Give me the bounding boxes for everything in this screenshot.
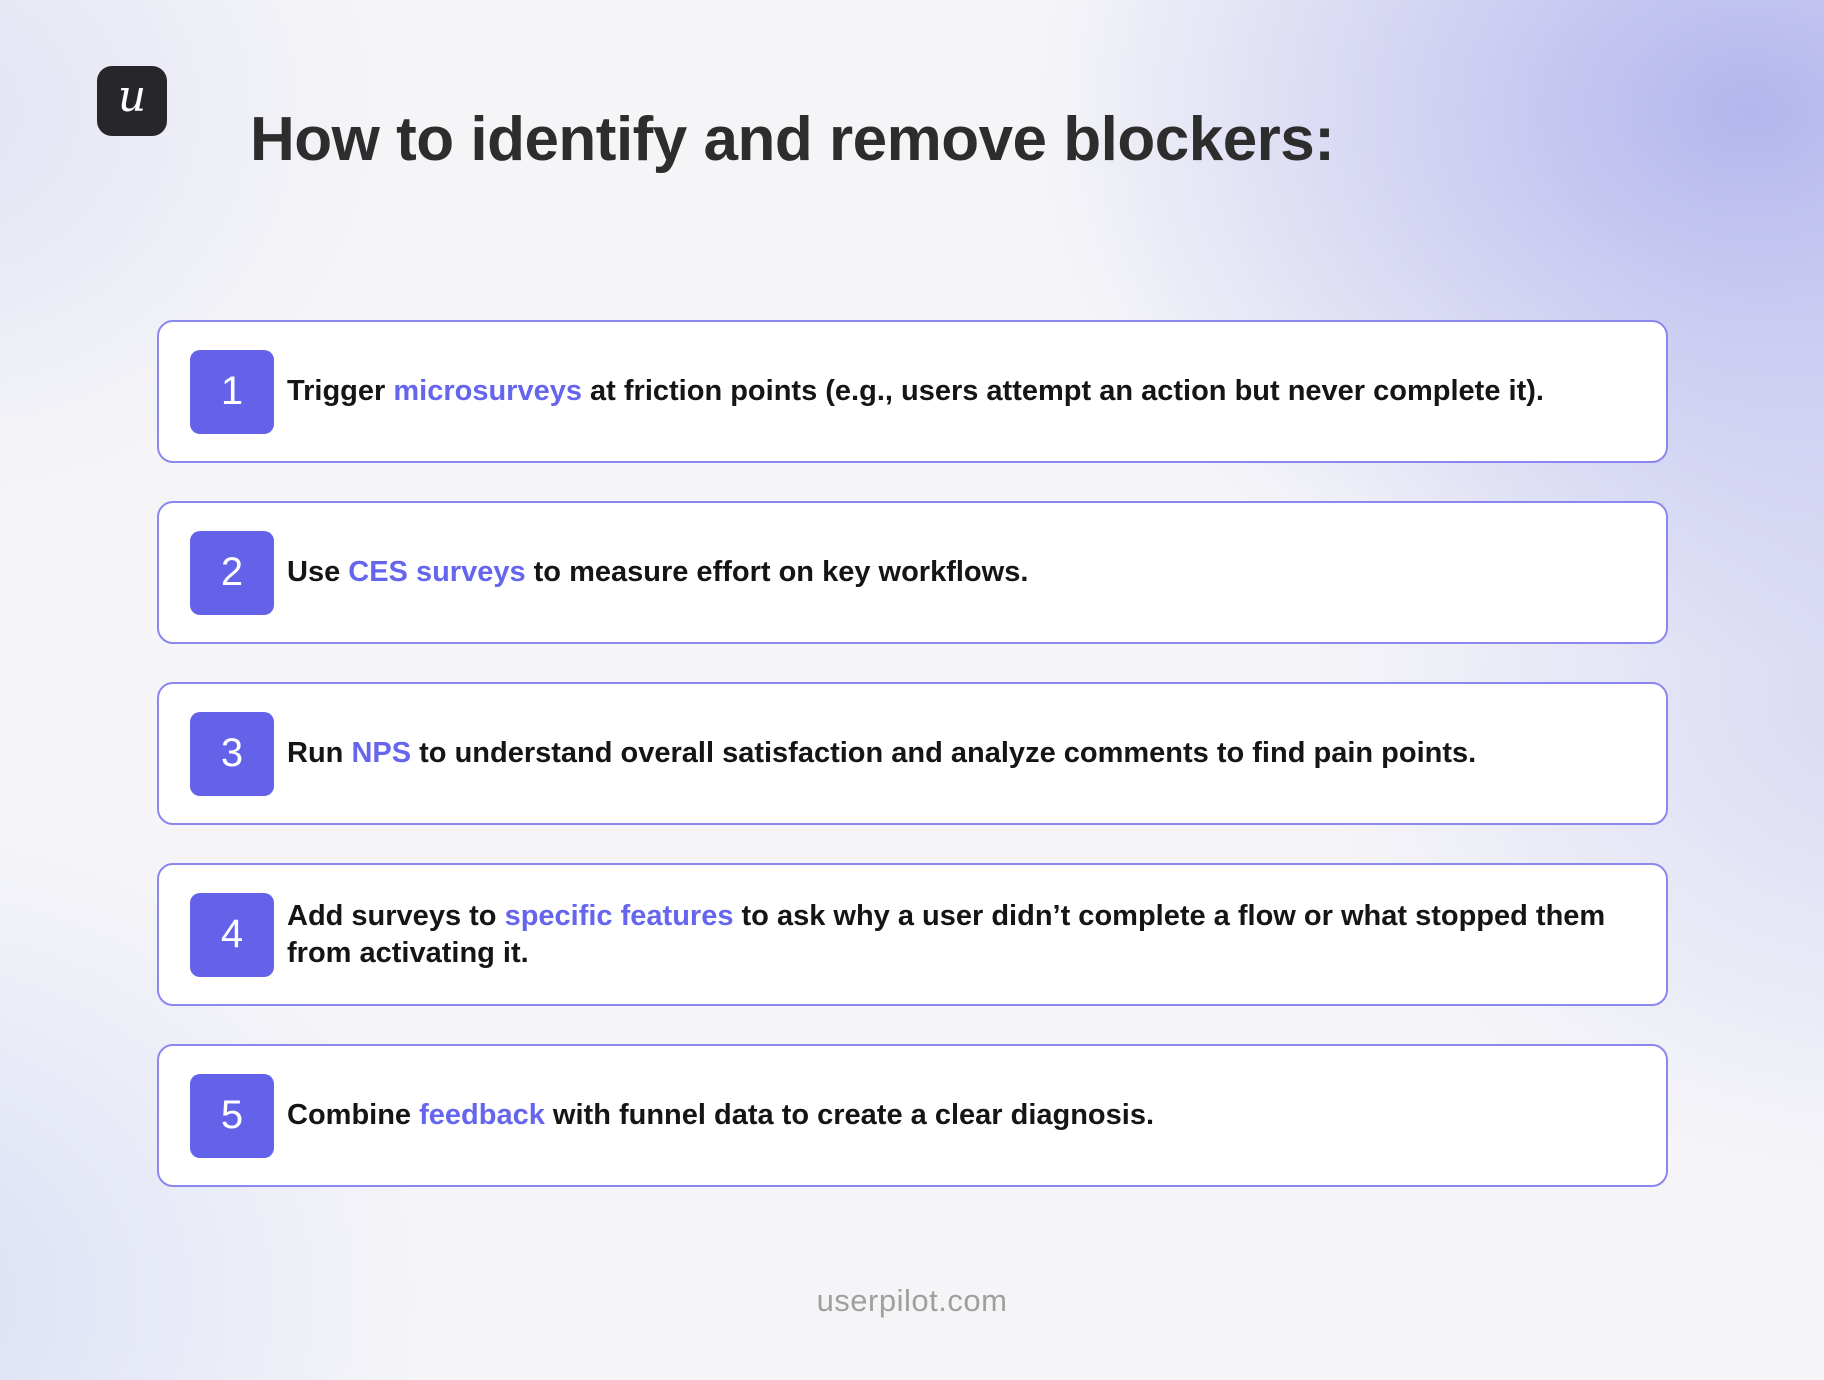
step-text — [287, 735, 1476, 772]
footer-url: userpilot.com — [816, 1283, 1008, 1318]
step-number-badge: 2 — [190, 531, 274, 615]
step-card — [157, 682, 1668, 825]
step-text-segment: to ask why a user didn’t complete a flow or what stopped them from activating it. — [287, 899, 1606, 969]
step-text — [287, 554, 1028, 591]
step-number-badge: 3 — [190, 712, 274, 796]
step-text-segment: Run — [287, 737, 352, 769]
step-number-badge: 1 — [190, 350, 274, 434]
step-text-segment: to measure effort on key workflows. — [525, 556, 1029, 588]
step-keyword-link[interactable]: CES surveys — [348, 556, 526, 588]
step-text-segment: with funnel data to create a clear diagnosis. — [544, 1099, 1155, 1131]
step-text — [287, 898, 1618, 972]
step-card — [157, 320, 1668, 463]
step-text-segment: to understand overall satisfaction and analyze comments to find pain points. — [411, 737, 1477, 769]
step-card — [157, 863, 1668, 1006]
userpilot-logo — [97, 66, 167, 136]
step-text-segment: Combine — [287, 1099, 420, 1131]
step-text-segment: Add surveys to — [287, 899, 505, 932]
step-keyword-link[interactable]: NPS — [351, 737, 412, 769]
step-card — [157, 501, 1668, 644]
step-text — [287, 373, 1544, 410]
step-card — [157, 1044, 1668, 1187]
step-number-badge: 4 — [190, 893, 274, 977]
step-text-segment: Use — [287, 556, 349, 588]
step-keyword-link[interactable]: microsurveys — [393, 375, 582, 407]
logo-letter-icon: u — [117, 71, 147, 122]
step-text-segment: at friction points (e.g., users attempt an action but never complete it). — [581, 375, 1544, 407]
step-text — [287, 1097, 1154, 1134]
page-title: How to identify and remove blockers: — [250, 105, 1335, 174]
step-number-badge: 5 — [190, 1074, 274, 1158]
step-keyword-link[interactable]: feedback — [419, 1099, 545, 1131]
steps-list — [157, 320, 1668, 1187]
step-keyword-link[interactable]: specific features — [504, 899, 734, 932]
step-text-segment: Trigger — [287, 375, 394, 407]
